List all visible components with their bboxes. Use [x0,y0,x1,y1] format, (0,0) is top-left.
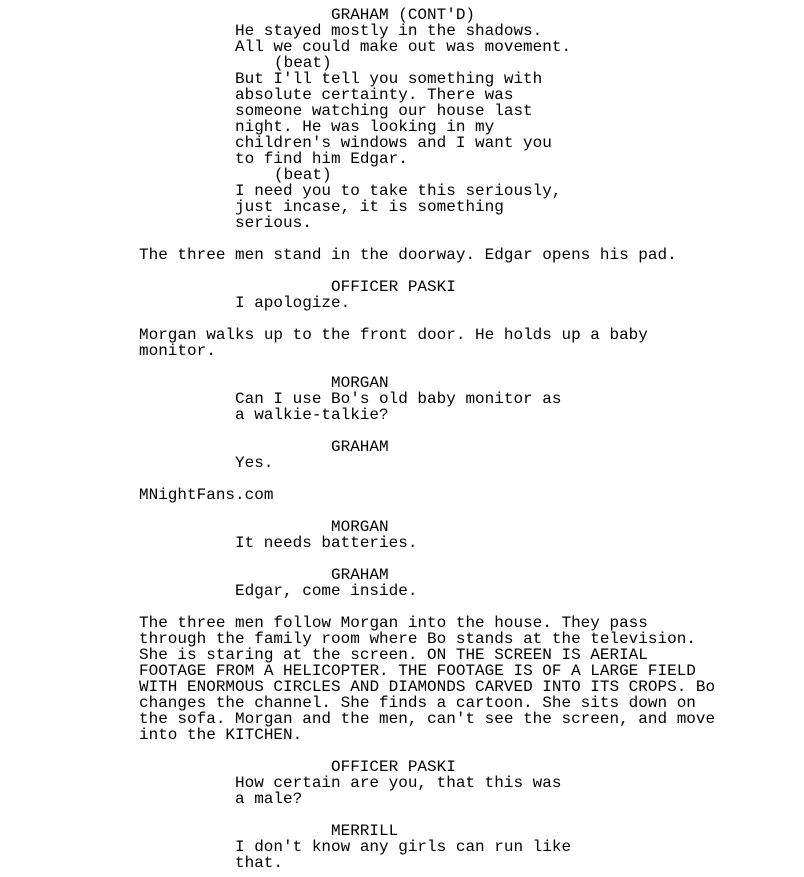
dialogue-line: a walkie-talkie? [235,406,389,424]
dialogue-line: I need you to take this seriously, [235,182,562,200]
dialogue-line: just incase, it is something [235,198,504,216]
dialogue-line: All we could make out was movement. [235,38,572,56]
action-line: The three men stand in the doorway. Edgar opens his pad. [139,246,677,264]
blank-line [0,231,804,247]
character-cue: GRAHAM [331,438,389,456]
action-line: MNightFans.com [139,486,274,504]
dialogue-line: But I'll tell you something with [235,70,543,88]
screenplay-page [0,7,804,871]
parenthetical: (beat) [274,166,332,184]
action-line: the sofa. Morgan and the men, can't see the screen, and move [139,710,716,728]
action-line: The three men follow Morgan into the house. They pass [139,614,648,632]
blank-line [0,423,804,439]
dialogue-line: serious. [235,214,312,232]
dialogue-line: Yes. [235,454,274,472]
character-cue: OFFICER PASKI [331,278,456,296]
blank-line [0,359,804,375]
character-cue: OFFICER PASKI [331,758,456,776]
blank-line [0,471,804,487]
parenthetical: (beat) [274,54,332,72]
dialogue-line: that. [235,854,284,872]
blank-line [0,551,804,567]
action-line: monitor. [139,342,216,360]
character-cue: GRAHAM [331,566,389,584]
character-cue: GRAHAM (CONT'D) [331,6,476,24]
action-line: WITH ENORMOUS CIRCLES AND DIAMONDS CARVED INTO ITS CROPS. Bo [139,678,716,696]
dialogue-line: absolute certainty. There was [235,86,514,104]
blank-line [0,503,804,519]
action-line: into the KITCHEN. [139,726,303,744]
dialogue-line: a male? [235,790,303,808]
dialogue-line: Can I use Bo's old baby monitor as [235,390,562,408]
blank-line [0,311,804,327]
dialogue-line: someone watching our house last [235,102,533,120]
character-cue: MORGAN [331,518,389,536]
action-line: FOOTAGE FROM A HELICOPTER. THE FOOTAGE IS OF A LARGE FIELD [139,662,696,680]
dialogue-line: It needs batteries. [235,534,418,552]
dialogue-line: I don't know any girls can run like [235,838,572,856]
action-line: Morgan walks up to the front door. He holds up a baby [139,326,648,344]
blank-line [0,743,804,759]
blank-line [0,807,804,823]
character-cue: MORGAN [331,374,389,392]
dialogue-line: I apologize. [235,294,351,312]
action-line: through the family room where Bo stands at the television. [139,630,696,648]
character-cue: MERRILL [331,822,399,840]
action-line: She is staring at the screen. ON THE SCREEN IS AERIAL [139,646,648,664]
dialogue-line: to find him Edgar. [235,150,408,168]
blank-line [0,599,804,615]
dialogue-line: How certain are you, that this was [235,774,562,792]
dialogue-line: children's windows and I want you [235,134,552,152]
dialogue-line: night. He was looking in my [235,118,495,136]
dialogue-line: Edgar, come inside. [235,582,418,600]
action-line: changes the channel. She finds a cartoon. She sits down on [139,694,696,712]
blank-line [0,263,804,279]
dialogue-line: He stayed mostly in the shadows. [235,22,543,40]
